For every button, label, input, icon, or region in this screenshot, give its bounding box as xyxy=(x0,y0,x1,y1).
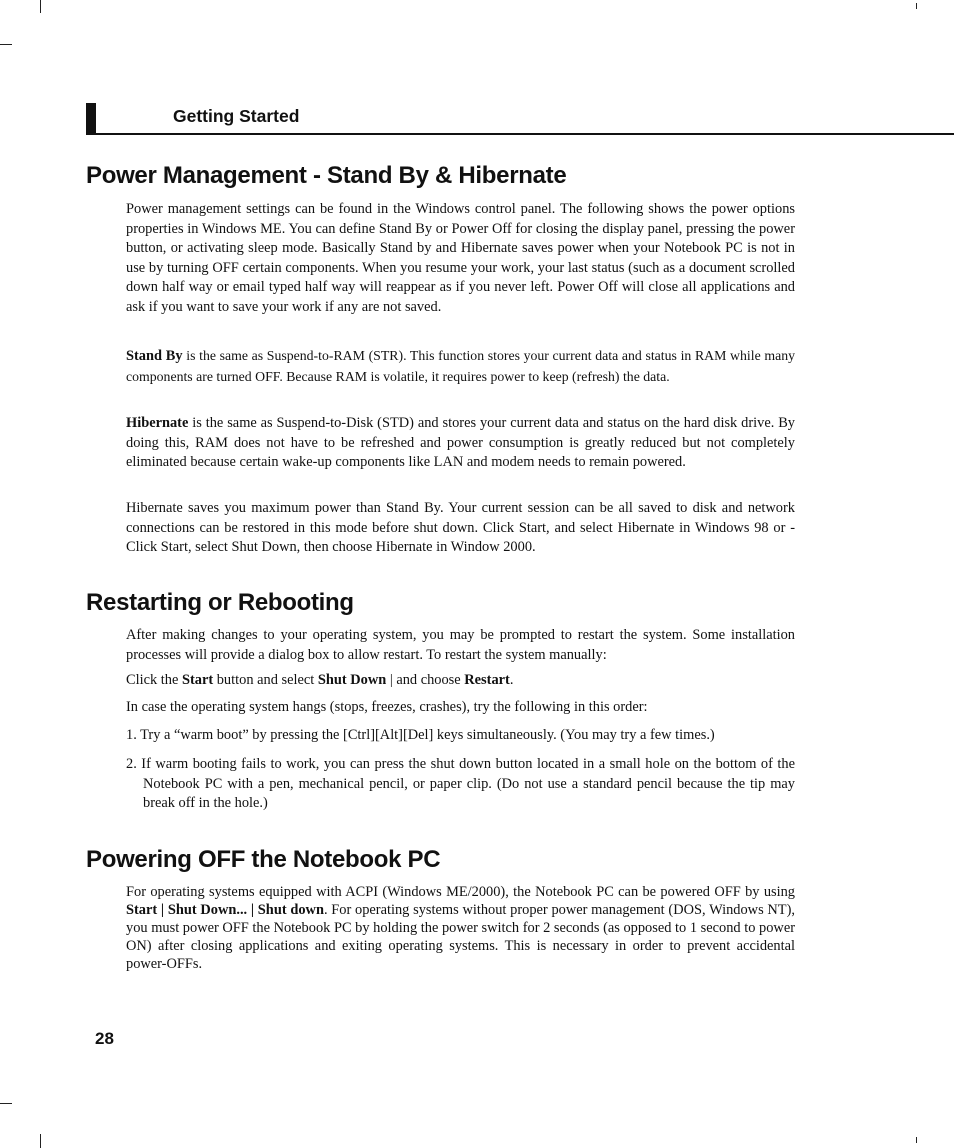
crop-mark xyxy=(0,44,12,45)
crop-mark xyxy=(40,0,41,13)
crop-mark xyxy=(40,1134,41,1148)
list-item: 1. Try a “warm boot” by pressing the [Ctrl][Alt][Del] keys simultaneously. (You may try a few times.) xyxy=(126,727,715,743)
section-title-restarting: Restarting or Rebooting xyxy=(86,589,354,616)
list-item: 2. If warm booting fails to work, you can press the shut down button located in a small hole on the bottom of the Notebook PC with a pen, mechanical pencil, or paper clip. (Do not use a standard pencil because the tip may break off in the hole.) xyxy=(126,756,795,811)
paragraph-stand-by: Stand By is the same as Suspend-to-RAM (STR). This function stores your current data and status in RAM while many components are turned OFF. Because RAM is volatile, it requires power to keep (refresh) the data. xyxy=(126,348,796,384)
section-title-power-management: Power Management - Stand By & Hibernate xyxy=(86,162,567,189)
restart-instruction: Click the Start button and select Shut Down | and choose Restart. xyxy=(126,672,514,688)
page-number: 28 xyxy=(95,1029,114,1048)
running-header: Getting Started xyxy=(173,106,300,126)
paragraph-hibernate: Hibernate is the same as Suspend-to-Disk (STD) and stores your current data and status on the hard disk drive. By doing this, RAM does not have to be refreshed and power consumption is greatly reduced but not completely eliminated because certain wake-up components like LAN and modem needs to remain powered. xyxy=(126,415,795,470)
paragraph: Hibernate saves you maximum power than Stand By. Your current session can be all saved to disk and network connections can be restored in this mode before shut down. Click Start, and select Hibernate in Windows 98 or - Click Start, select Shut Down, then choose Hibernate in Window 2000. xyxy=(126,500,795,555)
paragraph: For operating systems equipped with ACPI (Windows ME/2000), the Notebook PC can be powered OFF by using Start | Shut Down... | Shut down. For operating systems without proper power management (DOS, Windows NT), you must power OFF the Notebook PC by holding the power switch for 2 seconds (as opposed to 1 second to power ON) after closing applications and exiting operating systems. This is necessary in order to prevent accidental power-OFFs. xyxy=(126,884,795,972)
crop-mark xyxy=(916,3,917,9)
header-rule xyxy=(86,133,954,135)
term-stand-by: Stand By xyxy=(126,348,183,364)
paragraph: After making changes to your operating system, you may be prompted to restart the system. Some installation processes will provide a dialog box to allow restart. To restart the system manually: xyxy=(126,627,795,663)
section-title-powering-off: Powering OFF the Notebook PC xyxy=(86,846,441,873)
header-bar xyxy=(86,103,96,135)
paragraph: Power management settings can be found in the Windows control panel. The following shows the power options properties in Windows ME. You can define Stand By or Power Off for closing the display panel, pressing the power button, or activating sleep mode. Basically Stand by and Hibernate saves power when your Notebook PC is not in use by turning OFF certain components. When you resume your work, your last status (such as a document scrolled down half way or email typed half way will reappear as if you never left. Power Off will close all applications and ask if you want to save your work if any are not saved. xyxy=(126,201,795,315)
paragraph: In case the operating system hangs (stops, freezes, crashes), try the following in this order: xyxy=(126,699,648,715)
term-hibernate: Hibernate xyxy=(126,415,189,431)
crop-mark xyxy=(0,1103,12,1104)
crop-mark xyxy=(916,1137,917,1143)
